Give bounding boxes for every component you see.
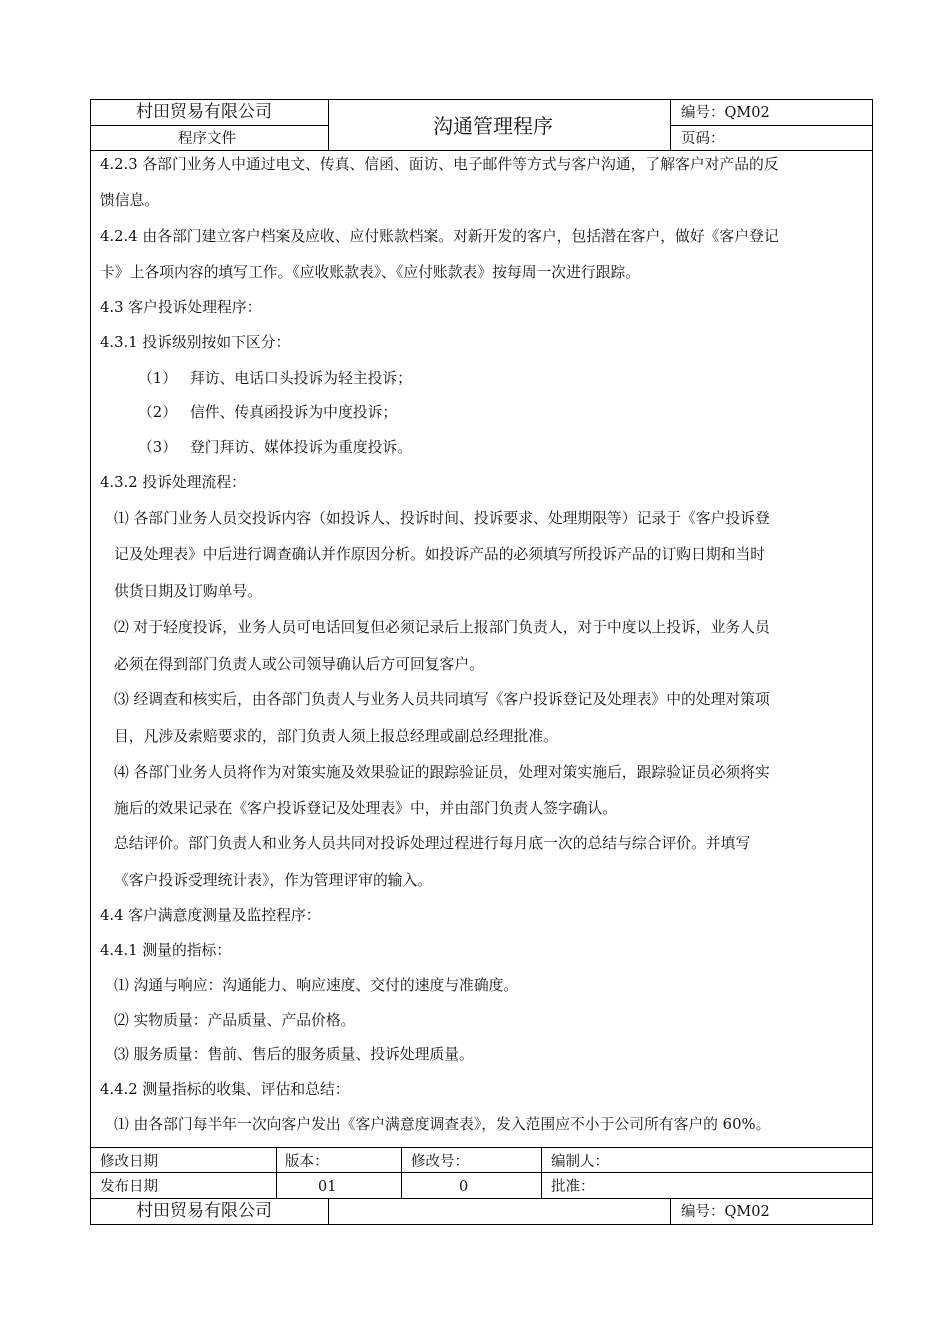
bottom-doc-number: 编号：QM02 xyxy=(681,1204,770,1220)
summary-line-1: 总结评价。部门负责人和业务人员共同对投诉处理过程进行每月底一次的总结与综合评价。并填写 xyxy=(114,835,751,852)
header-divider-1 xyxy=(328,99,329,151)
footer-row-divider xyxy=(90,1172,873,1173)
complaint-level-1-text: 拜访、电话口头投诉为轻主投诉； xyxy=(190,370,412,387)
flow-step-3-line-1: ⑶ 经调查和核实后，由各部门负责人与业务人员共同填写《客户投诉登记及处理表》中的处理对策项 xyxy=(114,691,770,708)
complaint-level-3 xyxy=(138,438,412,458)
section-4-3-1-heading: 4.3.1 投诉级别按如下区分： xyxy=(100,334,291,351)
section-4-3-2-heading: 4.3.2 投诉处理流程： xyxy=(100,474,246,491)
complaint-level-3-number: （3） xyxy=(138,439,178,456)
bottom-divider-1 xyxy=(328,1198,329,1225)
flow-step-4-line-1: ⑷ 各部门业务人员将作为对策实施及效果验证的跟踪验证员，处理对策实施后，跟踪验证员必须将实 xyxy=(114,764,770,781)
bottom-company-name: 村田贸易有限公司 xyxy=(136,1201,272,1221)
flow-step-4-line-2: 施后的效果记录在《客户投诉登记及处理表》中，并由部门负责人签字确认。 xyxy=(114,800,618,817)
section-4-4-2-heading: 4.4.2 测量指标的收集、评估和总结： xyxy=(100,1081,350,1098)
publish-date-label: 发布日期 xyxy=(100,1179,158,1195)
header-row-divider-right xyxy=(670,125,873,126)
complaint-level-3-text: 登门拜访、媒体投诉为重度投诉。 xyxy=(190,439,412,456)
summary-line-2: 《客户投诉受理统计表》，作为管理评审的输入。 xyxy=(114,872,433,889)
approver-label: 批准： xyxy=(551,1179,595,1195)
company-name: 村田贸易有限公司 xyxy=(136,102,272,122)
section-4-2-4-line-2: 卡》上各项内容的填写工作。《应收账款表》、《应付账款表》按每周一次进行跟踪。 xyxy=(100,264,641,281)
indicator-1: ⑴ 沟通与响应：沟通能力、响应速度、交付的速度与准确度。 xyxy=(114,977,519,994)
collection-step-1: ⑴ 由各部门每半年一次向客户发出《客户满意度调查表》，发入范围应不小于公司所有客户的 60%。 xyxy=(114,1116,771,1133)
section-4-4-heading: 4.4 客户满意度测量及监控程序： xyxy=(100,907,321,924)
revision-date-label: 修改日期 xyxy=(100,1154,158,1170)
doc-number: 编号：QM02 xyxy=(681,105,770,121)
editor-label: 编制人： xyxy=(551,1154,609,1170)
page-number-label: 页码： xyxy=(681,131,725,147)
indicator-3: ⑶ 服务质量：售前、售后的服务质量、投诉处理质量。 xyxy=(114,1046,474,1063)
version-value: 01 xyxy=(318,1179,337,1195)
footer-divider-1 xyxy=(276,1147,277,1199)
section-4-3-heading: 4.3 客户投诉处理程序： xyxy=(100,299,262,316)
complaint-level-2-text: 信件、传真函投诉为中度投诉； xyxy=(190,404,398,421)
document-title: 沟通管理程序 xyxy=(433,114,553,138)
section-4-2-3-line-2: 馈信息。 xyxy=(100,192,160,209)
flow-step-1-line-1: ⑴ 各部门业务人员交投诉内容（如投诉人、投诉时间、投诉要求、处理期限等）记录于《客户投诉登 xyxy=(114,510,770,527)
complaint-level-1 xyxy=(138,369,412,389)
doc-type: 程序文件 xyxy=(178,131,236,147)
section-4-2-4-line-1: 4.2.4 由各部门建立客户档案及应收、应付账款档案。对新开发的客户，包括潜在客户，做好《客户登记 xyxy=(100,228,779,245)
revision-number-label: 修改号： xyxy=(411,1154,469,1170)
flow-step-2-line-2: 必须在得到部门负责人或公司领导确认后方可回复客户。 xyxy=(114,656,484,673)
flow-step-1-line-2: 记及处理表》中后进行调查确认并作原因分析。如投诉产品的必须填写所投诉产品的订购日期和当时 xyxy=(114,546,766,563)
footer-divider-2 xyxy=(401,1147,402,1199)
version-label: 版本： xyxy=(285,1154,329,1170)
complaint-level-2-number: （2） xyxy=(138,404,178,421)
footer-divider-3 xyxy=(541,1147,542,1199)
flow-step-3-line-2: 目，凡涉及索赔要求的，部门负责人须上报总经理或副总经理批准。 xyxy=(114,728,558,745)
section-4-2-3-line-1: 4.2.3 各部门业务人中通过电文、传真、信函、面访、电子邮件等方式与客户沟通，了解客户对产品的反 xyxy=(100,156,779,173)
complaint-level-1-number: （1） xyxy=(138,370,178,387)
section-4-4-1-heading: 4.4.1 测量的指标： xyxy=(100,942,232,959)
revision-number-value: 0 xyxy=(459,1179,469,1195)
complaint-level-2 xyxy=(138,403,397,423)
footer-table xyxy=(90,1147,873,1199)
bottom-divider-2 xyxy=(670,1198,671,1225)
flow-step-1-line-3: 供货日期及订购单号。 xyxy=(114,583,262,600)
indicator-2: ⑵ 实物质量：产品质量、产品价格。 xyxy=(114,1012,356,1029)
flow-step-2-line-1: ⑵ 对于轻度投诉，业务人员可电话回复但必须记录后上报部门负责人，对于中度以上投诉，业务人员 xyxy=(114,619,770,636)
header-row-divider-left xyxy=(90,125,328,126)
